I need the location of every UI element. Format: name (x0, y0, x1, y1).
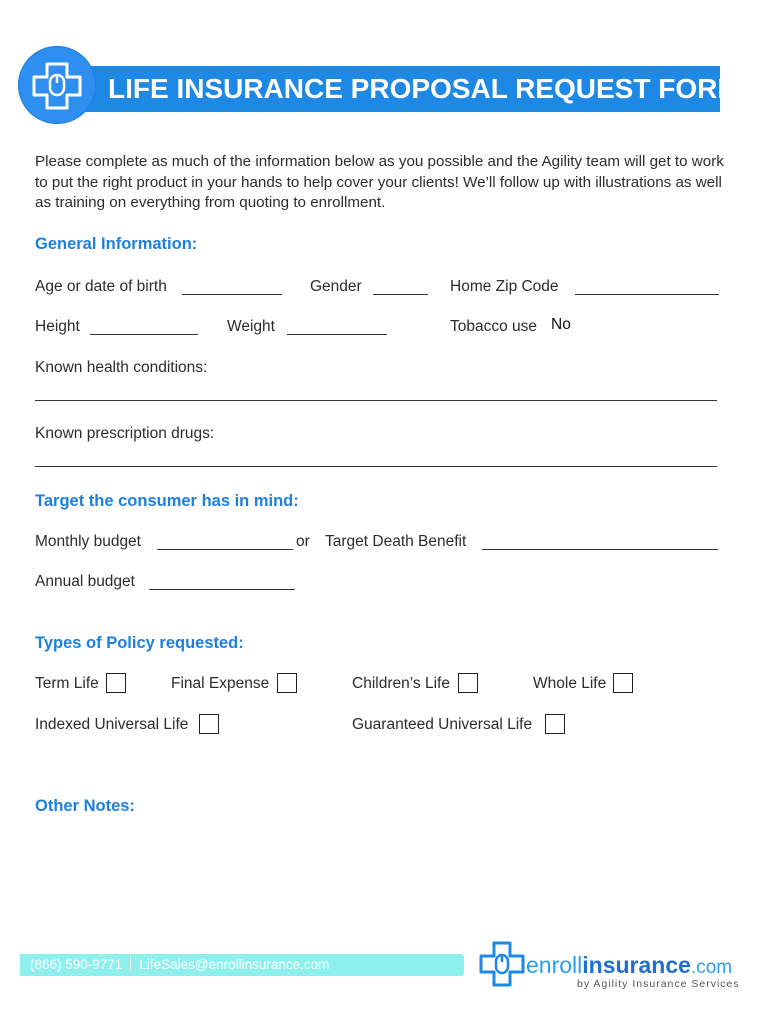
tobacco-field[interactable]: No (551, 316, 571, 333)
prescription-drugs-label: Known prescription drugs: (35, 425, 215, 442)
weight-label: Weight (227, 318, 275, 335)
page-title: LIFE INSURANCE PROPOSAL REQUEST FORM (108, 73, 741, 104)
guaranteed-universal-life-label: Guaranteed Universal Life (352, 716, 533, 733)
prescription-drugs-field[interactable] (35, 466, 717, 467)
death-benefit-label: Target Death Benefit (325, 533, 467, 550)
gender-label: Gender (310, 278, 362, 295)
enrollinsurance-logo-icon (478, 940, 526, 995)
footer-contact-bar (20, 954, 464, 976)
monthly-budget-label: Monthly budget (35, 533, 141, 550)
brand-part-insurance: insurance (582, 952, 691, 978)
term-life-label: Term Life (35, 675, 99, 692)
policy-types-heading: Types of Policy requested: (35, 634, 244, 652)
other-notes-field[interactable] (35, 822, 717, 932)
guaranteed-universal-life-checkbox[interactable] (545, 714, 565, 734)
footer-contact (30, 957, 329, 972)
brand-name (526, 952, 732, 979)
final-expense-label: Final Expense (171, 675, 270, 692)
medical-cross-mouse-icon (18, 46, 96, 124)
title-bar (60, 66, 741, 112)
brand-subtitle: by Agility Insurance Services (577, 978, 740, 990)
other-notes-heading: Other Notes: (35, 797, 135, 815)
footer-phone[interactable]: (866) 590-9771 (30, 957, 123, 972)
indexed-universal-life-label: Indexed Universal Life (35, 716, 189, 733)
footer-email[interactable]: LifeSales@enrollinsurance.com (139, 957, 330, 972)
brand-part-com: .com (690, 957, 733, 978)
intro-paragraph: Please complete as much of the information below as you possible and the Agility team will get to work to put the right product in your hands to help cover your clients! We’ll follow up with illustrations as well as training on everything from quoting to enrollment. (35, 153, 724, 211)
height-label: Height (35, 318, 80, 335)
height-field[interactable] (90, 334, 198, 335)
tobacco-label: Tobacco use (450, 318, 538, 335)
death-benefit-field[interactable] (482, 549, 718, 550)
childrens-life-checkbox[interactable] (458, 673, 478, 693)
childrens-life-label: Children’s Life (352, 675, 450, 692)
zip-label: Home Zip Code (450, 278, 559, 295)
age-label: Age or date of birth (35, 278, 167, 295)
or-label: or (296, 533, 310, 550)
health-conditions-field[interactable] (35, 400, 717, 401)
footer-divider (130, 957, 131, 971)
age-field[interactable] (182, 294, 282, 295)
brand-part-enroll: enroll (526, 952, 583, 978)
whole-life-label: Whole Life (533, 675, 607, 692)
weight-field[interactable] (287, 334, 387, 335)
indexed-universal-life-checkbox[interactable] (199, 714, 219, 734)
gender-field[interactable] (373, 294, 428, 295)
zip-field[interactable] (575, 294, 719, 295)
health-conditions-label: Known health conditions: (35, 359, 208, 376)
annual-budget-label: Annual budget (35, 573, 135, 590)
term-life-checkbox[interactable] (106, 673, 126, 693)
final-expense-checkbox[interactable] (277, 673, 297, 693)
monthly-budget-field[interactable] (157, 549, 293, 550)
whole-life-checkbox[interactable] (613, 673, 633, 693)
annual-budget-field[interactable] (149, 589, 295, 590)
general-information-heading: General Information: (35, 235, 198, 253)
target-heading: Target the consumer has in mind: (35, 492, 299, 510)
